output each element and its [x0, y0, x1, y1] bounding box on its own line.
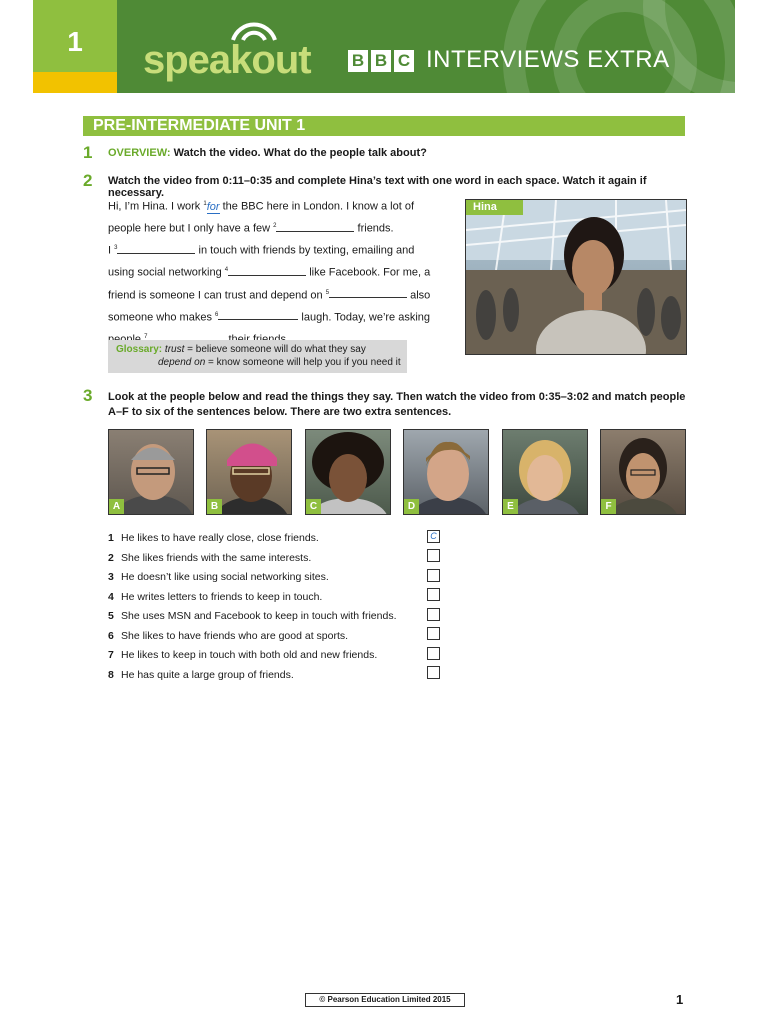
person-label: E	[503, 499, 518, 514]
station-scene-icon	[466, 200, 686, 354]
answer-box[interactable]	[427, 647, 440, 660]
person-label: D	[404, 499, 419, 514]
page-header	[33, 0, 735, 93]
glossary-definition: = know someone will help you if you need it	[205, 357, 401, 368]
list-item: 3 He doesn’t like using social networking sites.	[108, 571, 329, 583]
copyright-notice: © Pearson Education Limited 2015	[305, 993, 465, 1007]
glossary-term: trust	[164, 344, 185, 355]
list-item: 4 He writes letters to friends to keep in touch.	[108, 591, 323, 603]
list-item: 2 She likes friends with the same interests.	[108, 552, 312, 564]
video-caption: Hina	[466, 200, 523, 215]
page-number: 1	[676, 992, 684, 1007]
unit-number: 1	[67, 26, 83, 57]
person-photo-c	[305, 429, 391, 515]
gap-4[interactable]	[228, 265, 306, 276]
video-still-hina	[465, 199, 687, 355]
question-1-text	[108, 147, 427, 159]
list-item: 5 She uses MSN and Facebook to keep in touch with friends.	[108, 610, 397, 622]
bbc-letter: B	[371, 50, 391, 72]
unit-number-strip	[33, 72, 117, 93]
person-label: A	[109, 499, 124, 514]
answer-box[interactable]	[427, 588, 440, 601]
question-number: 3	[83, 386, 93, 405]
question-2-instruction: Watch the video from 0:11–0:35 and complete Hina’s text with one word in each space. Watch it again if necessary.	[108, 175, 647, 199]
list-item: 1 He likes to have really close, close friends.	[108, 532, 319, 544]
glossary-term: depend on	[158, 357, 206, 368]
list-item: 6 She likes to have friends who are good at sports.	[108, 630, 349, 642]
person-photo-b	[206, 429, 292, 515]
gap-6[interactable]	[218, 309, 298, 320]
list-item: 7 He likes to keep in touch with both old and new friends.	[108, 649, 378, 661]
answer-box[interactable]	[427, 549, 440, 562]
person-photo-f	[600, 429, 686, 515]
answer-box[interactable]	[427, 608, 440, 621]
gap-5[interactable]	[329, 287, 407, 298]
person-label: F	[601, 499, 616, 514]
unit-title-bar	[83, 116, 685, 136]
glossary-definition: = believe someone will do what they say	[184, 344, 366, 355]
answer-box[interactable]	[427, 666, 440, 679]
header-subtitle: INTERVIEWS EXTRA	[426, 46, 670, 73]
unit-title: PRE-INTERMEDIATE UNIT 1	[93, 117, 306, 134]
answer-box[interactable]: C	[427, 530, 440, 543]
glossary-box	[108, 340, 407, 373]
gap-3[interactable]	[117, 243, 195, 254]
person-photo-e	[502, 429, 588, 515]
hina-gap-text: Hi, I’m Hina. I work $^1$for the BBC here in London. I know a lot of people here but I only have a few $^2$ friends. I $^3$ in touch with friends by texting, emailing and using social networking $^4$ like Facebook. For me, a friend is someone I can trust and depend on $^5$ also someone who makes $^6$ laugh. Today, we’re asking $^7$	[108, 195, 458, 350]
person-label: C	[306, 499, 321, 514]
bbc-letter: B	[348, 50, 368, 72]
example-answer: for	[206, 200, 220, 213]
person-photo-d	[403, 429, 489, 515]
gap-2[interactable]	[276, 221, 354, 232]
list-item: 8 He has quite a large group of friends.	[108, 669, 294, 681]
speakout-logo: speakout	[143, 38, 311, 82]
overview-label: OVERVIEW:	[108, 147, 171, 159]
bbc-letter: C	[394, 50, 414, 72]
person-photo-a	[108, 429, 194, 515]
person-label: B	[207, 499, 222, 514]
answer-box[interactable]	[427, 569, 440, 582]
glossary-label: Glossary:	[116, 344, 163, 355]
question-number: 1	[83, 143, 93, 162]
question-3-instruction: Look at the people below and read the things they say. Then watch the video from 0:35–3:02 and match people A–F to six of the sentences below. There are two extra sentences.	[108, 391, 686, 418]
question-number: 2	[83, 171, 93, 190]
answer-box[interactable]	[427, 627, 440, 640]
question-1-instruction: Watch the video. What do the people talk about?	[173, 147, 427, 159]
